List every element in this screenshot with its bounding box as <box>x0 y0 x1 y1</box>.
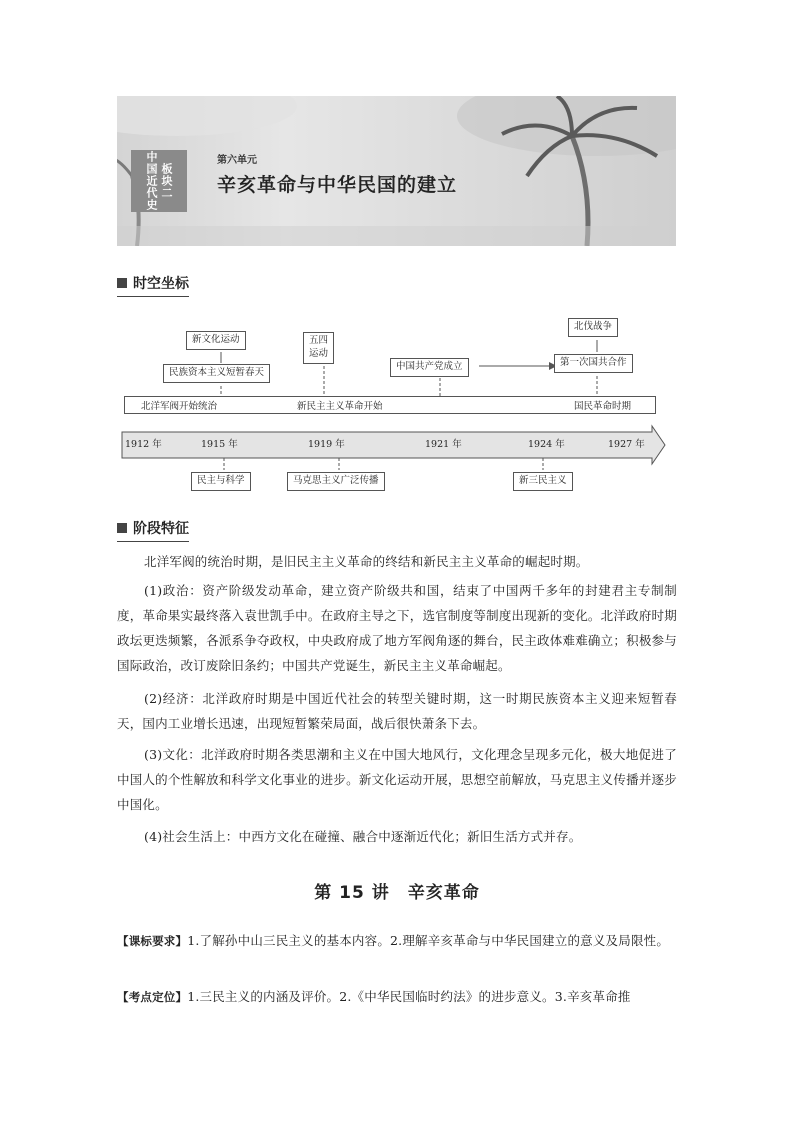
year-1924: 1924 年 <box>528 439 565 450</box>
timeline-heading: 时空坐标 <box>117 273 189 297</box>
lecture-title: 第 15 讲 辛亥革命 <box>314 883 480 903</box>
positioning-text: 1.三民主义的内涵及评价。2.《中华民国临时约法》的进步意义。3.辛亥革命推 <box>187 989 631 1004</box>
features-social: (4)社会生活上：中西方文化在碰撞、融合中逐渐近代化；新旧生活方式并存。 <box>144 829 582 844</box>
exam-positioning <box>117 984 677 1010</box>
box-capital-spring: 民族资本主义短暂春天 <box>163 364 270 383</box>
year-1912: 1912 年 <box>125 439 162 450</box>
requirement-text: 1.了解孙中山三民主义的基本内容。2.理解辛亥革命与中华民国建立的意义及局限性。 <box>187 933 670 948</box>
year-1921: 1921 年 <box>425 439 462 450</box>
unit-banner <box>117 96 676 246</box>
box-new-three-principles: 新三民主义 <box>513 472 573 491</box>
unit-tag <box>131 150 187 212</box>
box-marxism-spread: 马克思主义广泛传播 <box>287 472 385 491</box>
bar-label-warlord: 北洋军阀开始统治 <box>141 401 218 412</box>
features-economy: (2)经济：北洋政府时期是中国近代社会的转型关键时期，这一时期民族资本主义迎来短暂春天，国内工业增长迅速，出现短暂繁荣局面，战后很快萧条下去。 <box>117 691 677 731</box>
square-bullet-icon <box>117 278 127 288</box>
features-heading: 阶段特征 <box>117 518 189 542</box>
tag-column-2: 板块二 <box>160 163 173 199</box>
bar-label-national-revolution: 国民革命时期 <box>574 401 632 412</box>
box-northern-expedition: 北伐战争 <box>568 318 618 337</box>
unit-subtitle: 第六单元 <box>217 155 257 166</box>
timeline-diagram <box>117 308 677 498</box>
bar-label-new-democratic: 新民主主义革命开始 <box>297 401 383 412</box>
year-1927: 1927 年 <box>608 439 645 450</box>
box-first-cooperation: 第一次国共合作 <box>554 354 633 373</box>
box-ccp-founded: 中国共产党成立 <box>390 358 469 377</box>
box-may-fourth: 五四 运动 <box>303 332 334 364</box>
features-politics: (1)政治：资产阶级发动革命，建立资产阶级共和国，结束了中国两千多年的封建君主专制制度，革命果实最终落入袁世凯手中。在政府主导之下，选官制度等制度出现新的变化。北洋政府时期政坛更迭频繁，各派系争夺政权，中央政府成了地方军阀角逐的舞台，民主政体难难确立；积极参与国际政治，改订废除旧条约；中国共产党诞生，新民主主义革命崛起。 <box>117 583 677 673</box>
features-culture: (3)文化：北洋政府时期各类思潮和主义在中国大地风行，文化理念呈现多元化，极大地促进了中国人的个性解放和科学文化事业的进步。新文化运动开展，思想空前解放，马克思主义传播并逐步中国化。 <box>117 747 677 812</box>
unit-title: 辛亥革命与中华民国的建立 <box>217 174 458 196</box>
positioning-label: 【考点定位】 <box>117 990 188 1004</box>
box-democracy-science: 民主与科学 <box>191 472 251 491</box>
requirement-label: 【课标要求】 <box>117 934 188 948</box>
tag-column-1: 中国近代史 <box>145 151 158 211</box>
square-bullet-icon <box>117 523 127 533</box>
curriculum-requirement <box>117 928 677 954</box>
year-1919: 1919 年 <box>308 439 345 450</box>
year-1915: 1915 年 <box>201 439 238 450</box>
features-intro: 北洋军阀的统治时期，是旧民主主义革命的终结和新民主主义革命的崛起时期。 <box>144 554 589 569</box>
box-new-culture: 新文化运动 <box>186 331 246 350</box>
